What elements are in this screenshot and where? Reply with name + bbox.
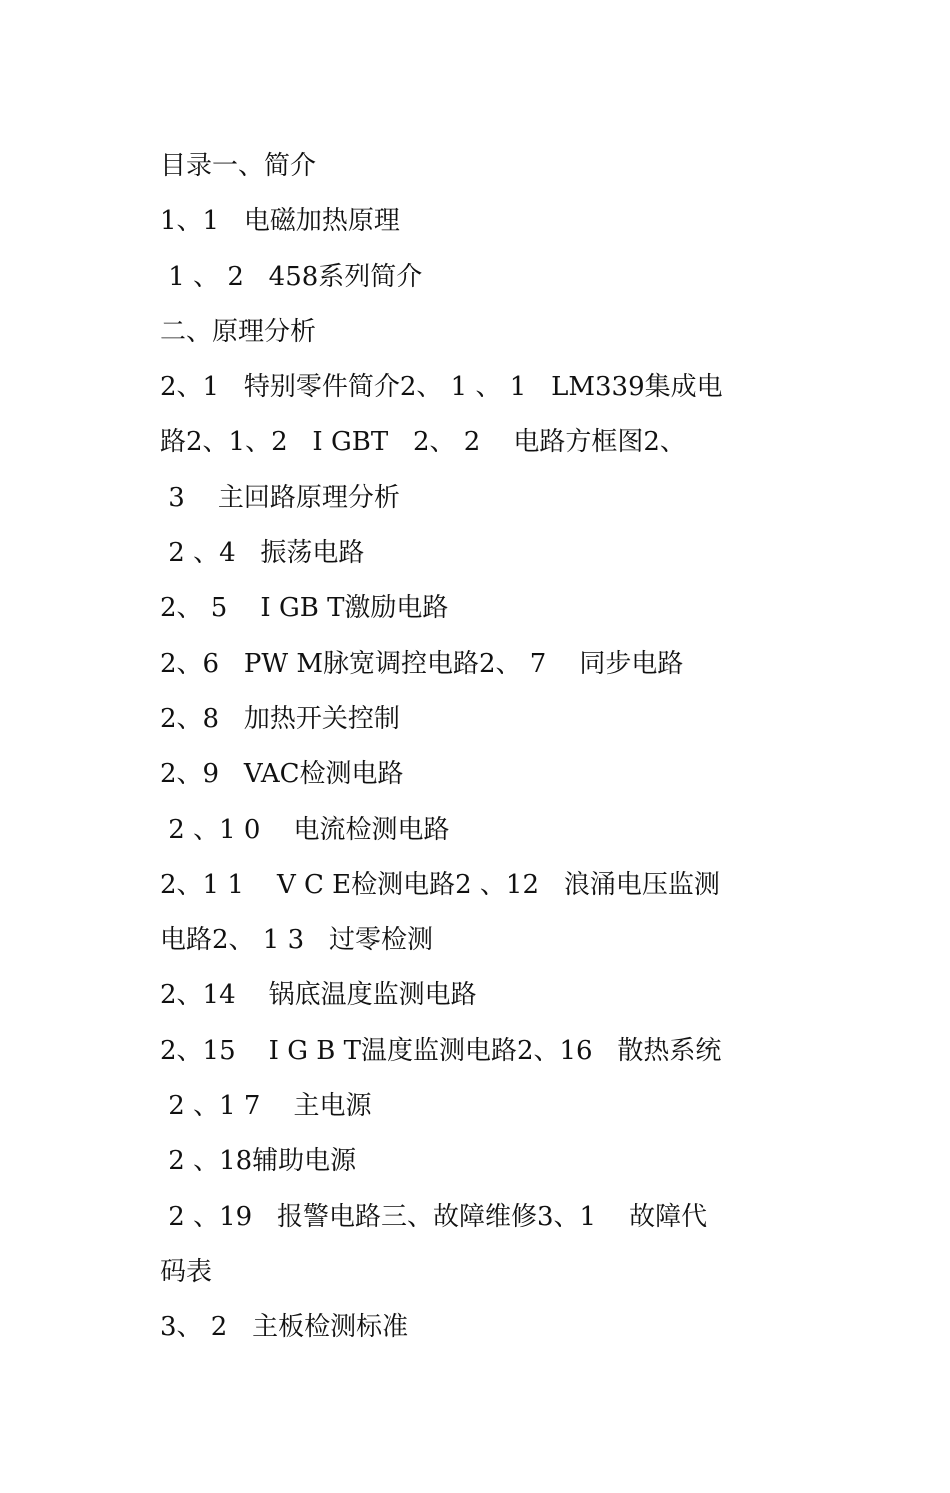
toc-line: 3 主回路原理分析 [160, 482, 400, 513]
toc-line: 2、9 VAC检测电路 [160, 759, 404, 790]
toc-line: 3、 2 主板检测标准 [160, 1312, 409, 1343]
toc-line: 码表 [160, 1256, 213, 1287]
toc-line: 2 、1 7 主电源 [160, 1091, 372, 1122]
toc-line: 2、1 1 V C E检测电路2 、12 浪涌电压监测 [160, 869, 720, 900]
toc-line: 路2、1、2 I GBT 2、 2 电路方框图2、 [160, 427, 686, 458]
toc-line: 2、15 I G B T温度监测电路2、16 散热系统 [160, 1035, 722, 1066]
toc-line: 2、6 PW M脉宽调控电路2、 7 同步电路 [160, 648, 684, 679]
toc-line: 二、原理分析 [160, 316, 317, 347]
toc-line: 2 、4 振荡电路 [160, 538, 365, 569]
toc-line: 2、1 特别零件简介2、 1 、 1 LM339集成电 [160, 372, 723, 403]
toc-line: 1、1 电磁加热原理 [160, 206, 400, 237]
toc-line: 电路2、 1 3 过零检测 [160, 925, 433, 956]
toc-line: 1 、 2 458系列简介 [160, 261, 423, 292]
toc-line: 2 、1 0 电流检测电路 [160, 814, 450, 845]
toc-line: 2 、18辅助电源 [160, 1146, 357, 1177]
toc-line: 2 、19 报警电路三、故障维修3、1 故障代 [160, 1201, 708, 1232]
toc-line: 目录一、简介 [160, 151, 317, 181]
table-of-contents [160, 139, 800, 1356]
toc-line: 2、 5 I GB T激励电路 [160, 593, 449, 624]
toc-line: 2、14 锅底温度监测电路 [160, 980, 477, 1011]
toc-line: 2、8 加热开关控制 [160, 703, 400, 734]
